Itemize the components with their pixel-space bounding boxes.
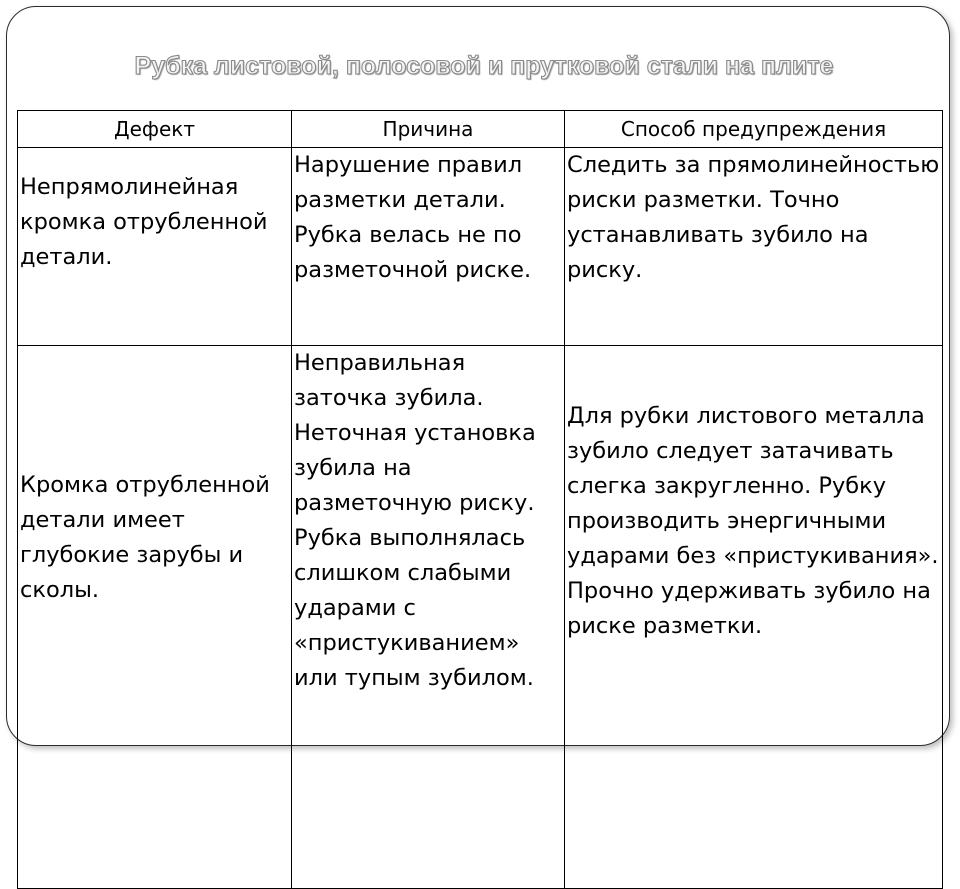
header-defect: Дефект	[18, 111, 292, 148]
cell-cause: Неправильная заточка зубила. Неточная установка зубила на разметочную риску. Рубка выполнялась слишком слабыми ударами с «пристукиванием» или тупым зубилом.	[292, 346, 565, 889]
defect-table	[17, 110, 943, 889]
header-cause: Причина	[292, 111, 565, 148]
table-header-row	[18, 111, 943, 148]
cell-prevention: Следить за прямолинейностью риски разметки. Точно устанавливать зубило на риску.	[565, 148, 943, 346]
header-prevention: Способ предупреждения	[565, 111, 943, 148]
cell-defect: Непрямолинейная кромка отрубленной детали.	[18, 148, 292, 346]
cell-cause: Нарушение правил разметки детали. Рубка велась не по разметочной риске.	[292, 148, 565, 346]
cell-defect: Кромка отрубленной детали имеет глубокие зарубы и сколы.	[18, 346, 292, 889]
table-row	[18, 346, 943, 889]
slide-title: Рубка листовой, полосовой и прутковой стали на плите	[134, 52, 834, 80]
table-row	[18, 148, 943, 346]
cell-prevention: Для рубки листового металла зубило следует затачивать слегка закругленно. Рубку производить энергичными ударами без «пристукивания». Прочно удерживать зубило на риске разметки.	[565, 346, 943, 889]
